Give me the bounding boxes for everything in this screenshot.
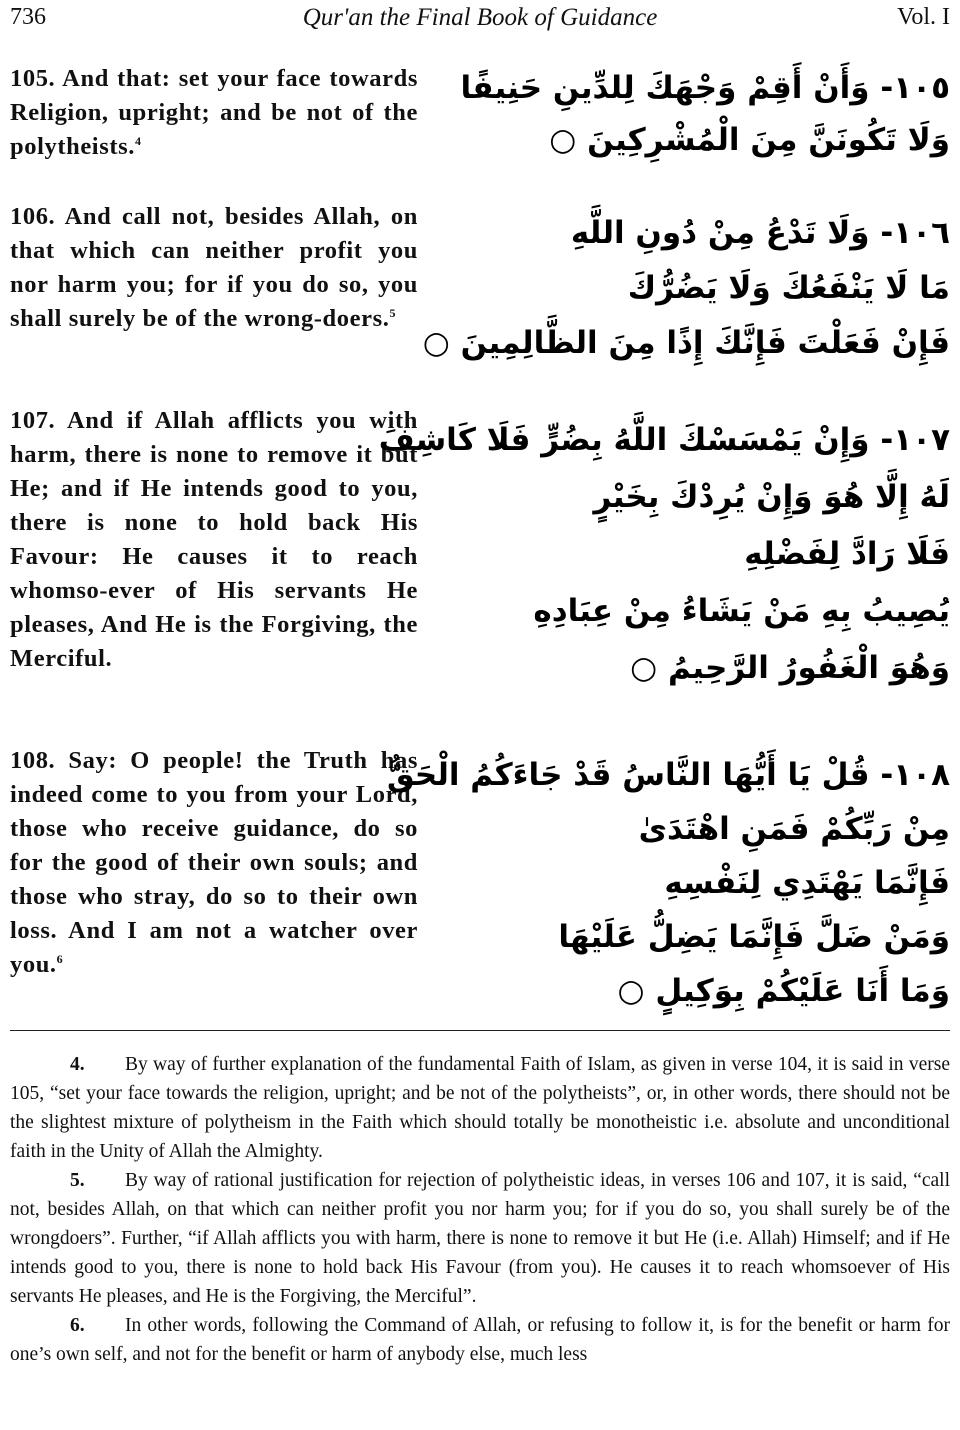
volume-label: Vol. I [897, 4, 950, 30]
arabic-line: لَهُ إِلَّا هُوَ وَإِنْ يُرِدْكَ بِخَيْرٍ [593, 479, 950, 515]
verse-107-translation: 107. And if Allah afflicts you with harm, there is none to remove it but He; and if He intends good to you, there is none to hold back His Favour: He causes it to reach whomso-ever of His servants He pleases, And He is the Forgiving, the Merciful. [10, 407, 418, 672]
arabic-line: وَمَنْ ضَلَّ فَإِنَّمَا يَضِلُّ عَلَيْهَا [558, 919, 950, 955]
arabic-line: فَإِنْ فَعَلْتَ فَإِنَّكَ إِذًا مِنَ الظَّالِمِينَ ○ [422, 325, 950, 361]
arabic-line: وَلَا تَكُونَنَّ مِنَ الْمُشْرِكِينَ ○ [549, 122, 950, 158]
verse-108-arabic [386, 748, 950, 1018]
arabic-line: وَهُوَ الْغَفُورُ الرَّحِيمُ ○ [630, 650, 950, 686]
arabic-line: ١٠٨- قُلْ يَا أَيُّهَا النَّاسُ قَدْ جَاءَكُمُ الْحَقُّ [386, 757, 950, 793]
arabic-line: ١٠٥- وَأَنْ أَقِمْ وَجْهَكَ لِلدِّينِ حَنِيفًا [460, 70, 950, 106]
footnote-5: 5. By way of rational justification for rejection of polytheistic ideas, in verses 106 and 107, it is said, “call not, besides Allah, on that which can neither profit you nor harm you; for if you do so, you shall surely be of the wrongdoers”. Further, “if Allah afflicts you with harm, there is none to remove it but He (i.e. Allah) Himself; and if He intends good to you, there is none to hold back His Favour (from you). He causes it to reach whomsoever of His servants He pleases, and He is the Forgiving, the Merciful”. [10, 1166, 950, 1311]
arabic-line: وَمَا أَنَا عَلَيْكُمْ بِوَكِيلٍ ○ [617, 973, 950, 1009]
verse-105-arabic [460, 62, 950, 166]
page-header [0, 0, 960, 40]
footnotes [10, 1050, 950, 1369]
footnote-number: 4. [70, 1054, 85, 1075]
arabic-line: ١٠٦- وَلَا تَدْعُ مِنْ دُونِ اللَّهِ [570, 215, 950, 251]
footnote-ref: 5 [389, 305, 397, 320]
verse-107-arabic [378, 412, 950, 697]
arabic-line: مَا لَا يَنْفَعُكَ وَلَا يَضُرُّكَ [627, 270, 950, 306]
footnote-6: 6. In other words, following the Command of Allah, or refusing to follow it, is for the benefit or harm for one’s own self, and not for the benefit or harm of anybody else, much less [10, 1311, 950, 1369]
footnote-4: 4. By way of further explanation of the fundamental Faith of Islam, as given in verse 104, it is said in verse 105, “set your face towards the religion, upright; and be not of the polytheists”, or, in other words, there should not be the slightest mixture of polytheism in the Faith which should totally be monotheistic i.e. absolute and unconditional faith in the Unity of Allah the Almighty. [10, 1050, 950, 1166]
page-number: 736 [10, 4, 46, 30]
footnote-number: 5. [70, 1170, 85, 1191]
verse-106-arabic [422, 206, 950, 371]
footnote-ref: 4 [134, 133, 142, 148]
verse-105-translation: 105. And that: set your face towards Religion, upright; and be not of the polytheists.$^4$ [10, 65, 418, 160]
book-title: Qur'an the Final Book of Guidance [302, 4, 658, 31]
arabic-line: فَلَا رَادَّ لِفَضْلِهِ [744, 536, 950, 572]
verse-106-translation: 106. And call not, besides Allah, on that which can neither profit you nor harm you; for if you do so, you shall surely be of the wrong-doers.$^5$ [10, 203, 418, 332]
arabic-line: يُصِيبُ بِهِ مَنْ يَشَاءُ مِنْ عِبَادِهِ [533, 593, 950, 629]
footnote-ref: 6 [56, 951, 64, 966]
footnote-number: 6. [70, 1315, 85, 1336]
arabic-line: مِنْ رَبِّكُمْ فَمَنِ اهْتَدَىٰ [638, 811, 950, 847]
arabic-line: فَإِنَّمَا يَهْتَدِي لِنَفْسِهِ [664, 865, 950, 901]
arabic-line: ١٠٧- وَإِنْ يَمْسَسْكَ اللَّهُ بِضُرٍّ فَلَا كَاشِفَ [378, 422, 950, 458]
verse-108-translation: 108. Say: O people! the Truth has indeed come to you from your Lord, those who receive guidance, do so for the good of their own souls; and those who stray, do so to their own loss. And I am not a watcher over you.$^6$ [10, 747, 418, 978]
footnote-divider [10, 1030, 950, 1031]
